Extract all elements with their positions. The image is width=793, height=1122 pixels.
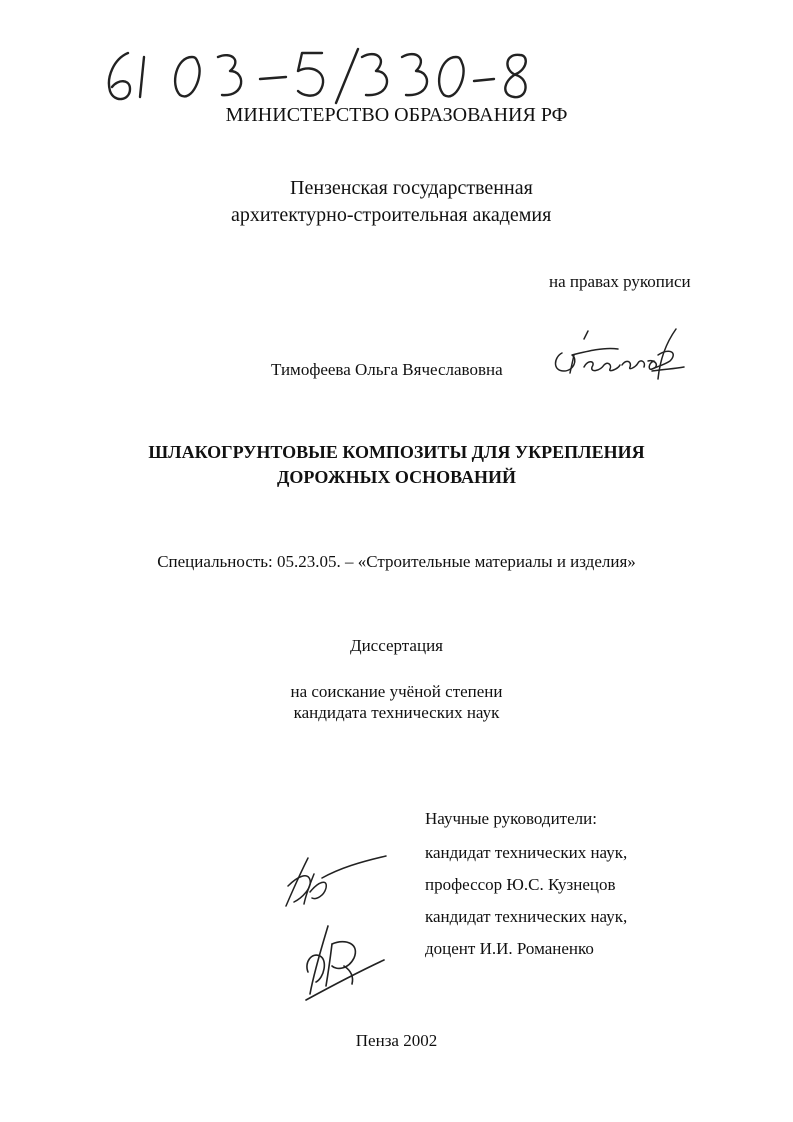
title-line-2: ДОРОЖНЫХ ОСНОВАНИЙ (277, 467, 516, 487)
place-and-year: Пенза 2002 (355, 1031, 438, 1050)
degree-line-2: кандидата технических наук (293, 703, 500, 722)
ministry-heading: МИНИСТЕРСТВО ОБРАЗОВАНИЯ РФ (225, 104, 568, 126)
institution-line-2: архитектурно-строительная академия (231, 204, 552, 226)
manuscript-note: на правах рукописи (549, 272, 691, 291)
advisor-line: профессор Ю.С. Кузнецов (425, 875, 616, 894)
author-signature (548, 325, 688, 385)
title-line-1: ШЛАКОГРУНТОВЫЕ КОМПОЗИТЫ ДЛЯ УКРЕПЛЕНИЯ (148, 442, 645, 462)
institution-line-1: Пензенская государственная (290, 177, 533, 199)
advisors-heading: Научные руководители: (425, 809, 597, 828)
advisor-line: кандидат технических наук, (425, 843, 628, 862)
advisor-line: доцент И.И. Романенко (425, 939, 594, 958)
specialty: Специальность: 05.23.05. – «Строительные материалы и изделия» (157, 552, 636, 571)
advisor-signature-1 (280, 848, 390, 918)
document-type: Диссертация (349, 636, 443, 655)
advisor-signature-2 (298, 920, 388, 1010)
advisor-line: кандидат технических наук, (425, 907, 628, 926)
degree-line-1: на соискание учёной степени (290, 682, 503, 701)
author-name: Тимофеева Ольга Вячеславовна (271, 360, 503, 379)
handwritten-archive-number (100, 45, 540, 110)
